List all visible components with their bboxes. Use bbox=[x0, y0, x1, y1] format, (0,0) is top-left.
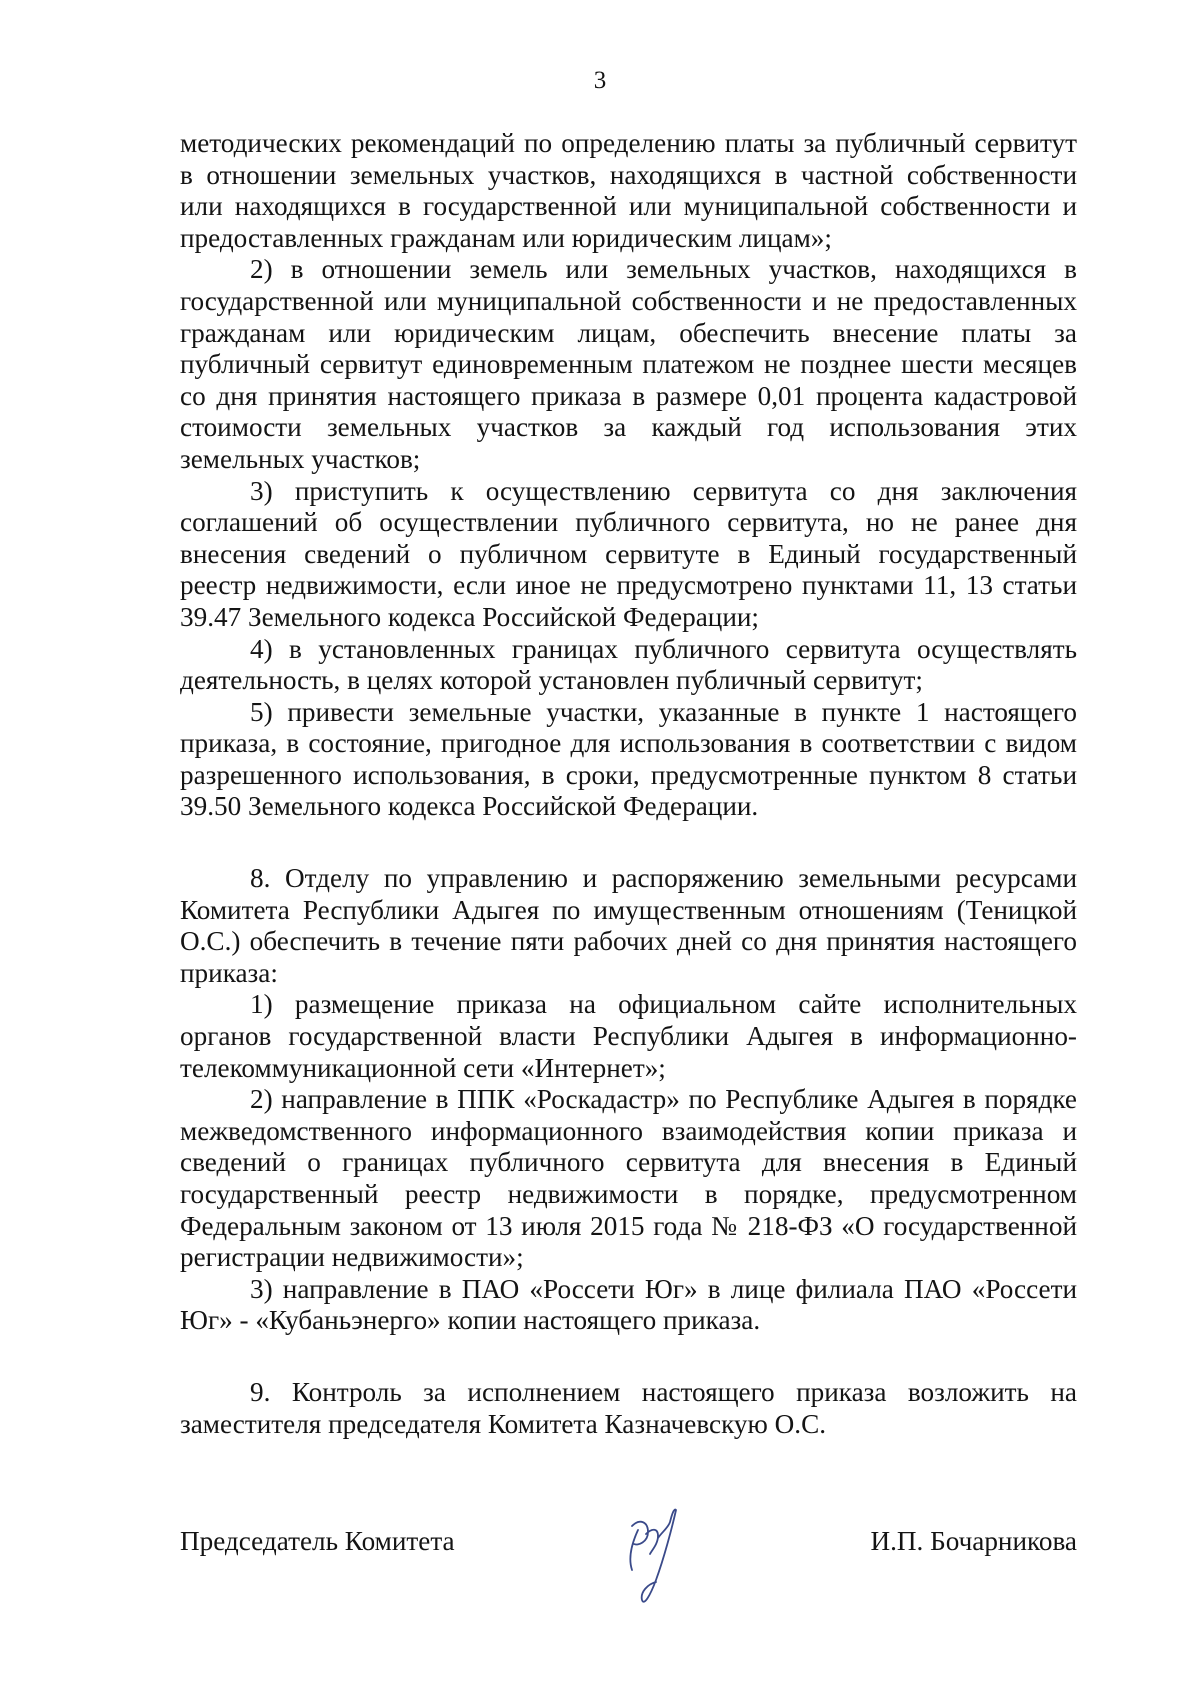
paragraph: 1) размещение приказа на официальном сайте исполнительных органов государственной власти Республики Адыгея в информационно-телекоммуникационной сети «Интернет»; bbox=[180, 989, 1077, 1083]
signature-stroke bbox=[630, 1510, 676, 1602]
paragraph: 3) приступить к осуществлению сервитута со дня заключения соглашений об осуществлении публичного сервитута, но не ранее дня внесения сведений о публичном сервитуте в Единый государственный реестр недвижимости, если иное не предусмотрено пунктами 11, 13 статьи 39.47 Земельного кодекса Российской Федерации; bbox=[180, 475, 1077, 632]
signer-name: И.П. Бочарникова bbox=[870, 1526, 1077, 1556]
paragraph: методических рекомендаций по определению платы за публичный сервитут в отношении земельных участков, находящихся в частной собственности или находящихся в государственной или муниципальной собственности и предоставленных гражданам или юридическим лицам»; bbox=[180, 128, 1077, 253]
paragraph: 3) направление в ПАО «Россети Юг» в лице филиала ПАО «Россети Юг» - «Кубаньэнерго» копии настоящего приказа. bbox=[180, 1273, 1077, 1336]
paragraph: 4) в установленных границах публичного сервитута осуществлять деятельность, в целях которой установлен публичный сервитут; bbox=[180, 633, 1077, 696]
paragraph: 2) в отношении земель или земельных участков, находящихся в государственной или муниципальной собственности и не предоставленных гражданам или юридическим лицам, обеспечить внесение платы за публичный сервитут единовременным платежом не позднее шести месяцев со дня принятия настоящего приказа в размере 0,01 процента кадастровой стоимости земельных участков за каждый год использования этих земельных участков; bbox=[180, 254, 1077, 474]
handwritten-signature bbox=[618, 1488, 718, 1618]
paragraph: 8. Отделу по управлению и распоряжению земельными ресурсами Комитета Республики Адыгея по имущественным отношениям (Теницкой О.С.) обеспечить в течение пяти рабочих дней со дня принятия настоящего приказа: bbox=[180, 863, 1077, 988]
document-body bbox=[180, 128, 1077, 1440]
paragraph: 9. Контроль за исполнением настоящего приказа возложить на заместителя председателя Комитета Казначевскую О.С. bbox=[180, 1376, 1077, 1439]
signer-position: Председатель Комитета bbox=[180, 1526, 455, 1556]
paragraph: 5) привести земельные участки, указанные в пункте 1 настоящего приказа, в состояние, пригодное для использования в соответствии с видом разрешенного использования, в сроки, предусмотренные пунктом 8 статьи 39.50 Земельного кодекса Российской Федерации. bbox=[180, 696, 1077, 822]
page-number: 3 bbox=[593, 67, 607, 94]
paragraph: 2) направление в ППК «Роскадастр» по Республике Адыгея в порядке межведомственного информационного взаимодействия копии приказа и сведений о границах публичного сервитута для внесения в Единый государственный реестр недвижимости в порядке, предусмотренном Федеральным законом от 13 июля 2015 года № 218-ФЗ «О государственной регистрации недвижимости»; bbox=[180, 1084, 1077, 1273]
